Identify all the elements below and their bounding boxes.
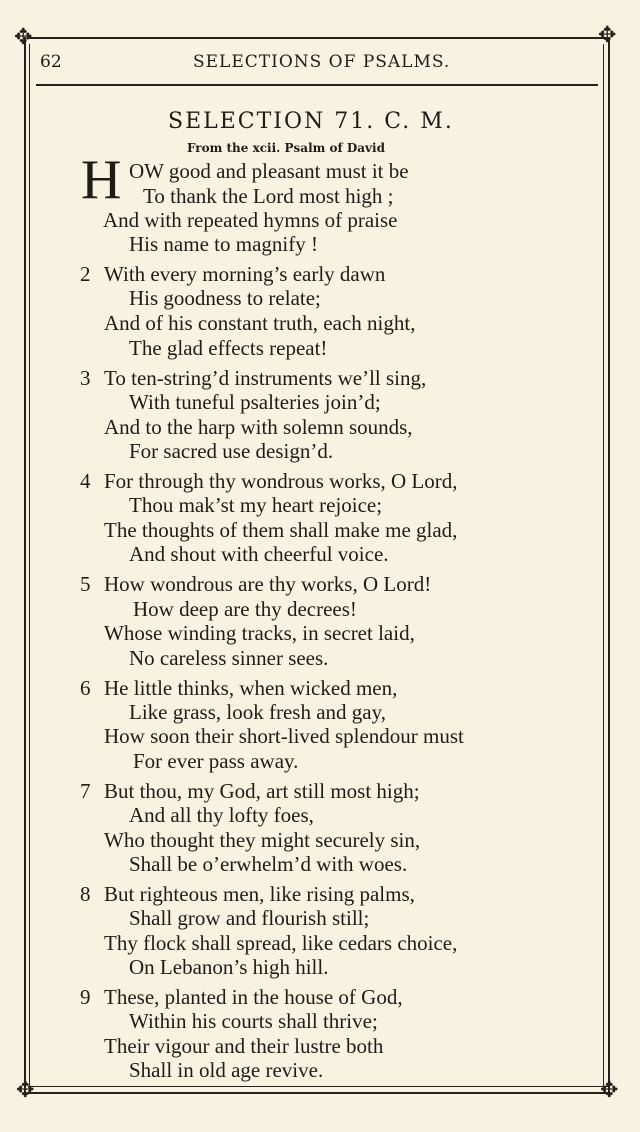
verse-number: 9 [80, 985, 91, 1009]
verse-line: To ten-string’d instruments we’ll sing, [104, 366, 427, 390]
verse-line: Shall in old age revive. [129, 1058, 324, 1082]
verse-line: Shall grow and flourish still; [129, 906, 370, 930]
verse-line: For through thy wondrous works, O Lord, [104, 469, 458, 493]
verse-number: 7 [80, 779, 91, 803]
running-title: SELECTIONS OF PSALMS. [193, 52, 451, 72]
verse-line: No careless sinner sees. [129, 646, 329, 670]
corner-ornament-icon: ✥ [14, 25, 33, 50]
verse-line: The thoughts of them shall make me glad, [104, 518, 458, 542]
drop-cap: H [81, 149, 122, 211]
verse-line: Their vigour and their lustre both [104, 1034, 384, 1058]
border-left-outer [24, 37, 26, 1094]
verse-number: 5 [80, 572, 91, 596]
corner-ornament-icon: ✥ [16, 1078, 35, 1103]
border-right-inner [603, 44, 604, 1086]
verse-line: On Lebanon’s high hill. [129, 955, 329, 979]
verse-number: 2 [80, 262, 91, 286]
bottom-rule-lower [28, 1092, 608, 1094]
border-right-outer [608, 37, 610, 1094]
verse-number: 4 [80, 469, 91, 493]
verse-line: These, planted in the house of God, [104, 985, 403, 1009]
verse-number: 8 [80, 882, 91, 906]
verse-line: OW good and pleasant must it be [129, 159, 409, 183]
verse-line: Shall be o’erwhelm’d with woes. [129, 852, 408, 876]
verse-line: Like grass, look fresh and gay, [129, 700, 386, 724]
verse-line: And all thy lofty foes, [129, 803, 314, 827]
verse-line: Thou mak’st my heart rejoice; [129, 493, 383, 517]
verse-line: How deep are thy decrees! [133, 597, 357, 621]
verse-line: How wondrous are thy works, O Lord! [104, 572, 432, 596]
verse-line: Whose winding tracks, in secret laid, [104, 621, 415, 645]
verse-line: With every morning’s early dawn [104, 262, 386, 286]
verse-line: But thou, my God, art still most high; [104, 779, 420, 803]
verse-line: And of his constant truth, each night, [104, 311, 416, 335]
verse-line: With tuneful psalteries join’d; [129, 390, 381, 414]
verse-line: Within his courts shall thrive; [129, 1009, 378, 1033]
verse-line: For sacred use design’d. [129, 439, 334, 463]
header-rule [36, 84, 598, 86]
corner-ornament-icon: ✥ [598, 23, 617, 48]
verse-number: 6 [80, 676, 91, 700]
bottom-rule-upper [28, 1086, 608, 1087]
verse-line: To thank the Lord most high ; [143, 184, 394, 208]
verse-number: 3 [80, 366, 91, 390]
verse-line: And to the harp with solemn sounds, [104, 415, 413, 439]
selection-source: From the xcii. Psalm of David [187, 141, 385, 155]
verse-line: And with repeated hymns of praise [103, 208, 398, 232]
verse-line: He little thinks, when wicked men, [104, 676, 398, 700]
selection-title: SELECTION 71. C. M. [168, 109, 454, 134]
border-left-inner [29, 44, 30, 1086]
verse-line: But righteous men, like rising palms, [104, 882, 415, 906]
verse-line: For ever pass away. [133, 749, 299, 773]
border-top [28, 37, 610, 39]
page-number: 62 [40, 52, 62, 72]
verse-line: And shout with cheerful voice. [129, 542, 389, 566]
verse-line: His name to magnify ! [129, 232, 318, 256]
verse-line: How soon their short-lived splendour must [104, 724, 464, 748]
corner-ornament-icon: ✥ [600, 1078, 619, 1103]
verse-line: His goodness to relate; [129, 286, 321, 310]
verse-line: Who thought they might securely sin, [104, 828, 421, 852]
verse-line: Thy flock shall spread, like cedars choice, [104, 931, 458, 955]
verse-line: The glad effects repeat! [129, 336, 328, 360]
